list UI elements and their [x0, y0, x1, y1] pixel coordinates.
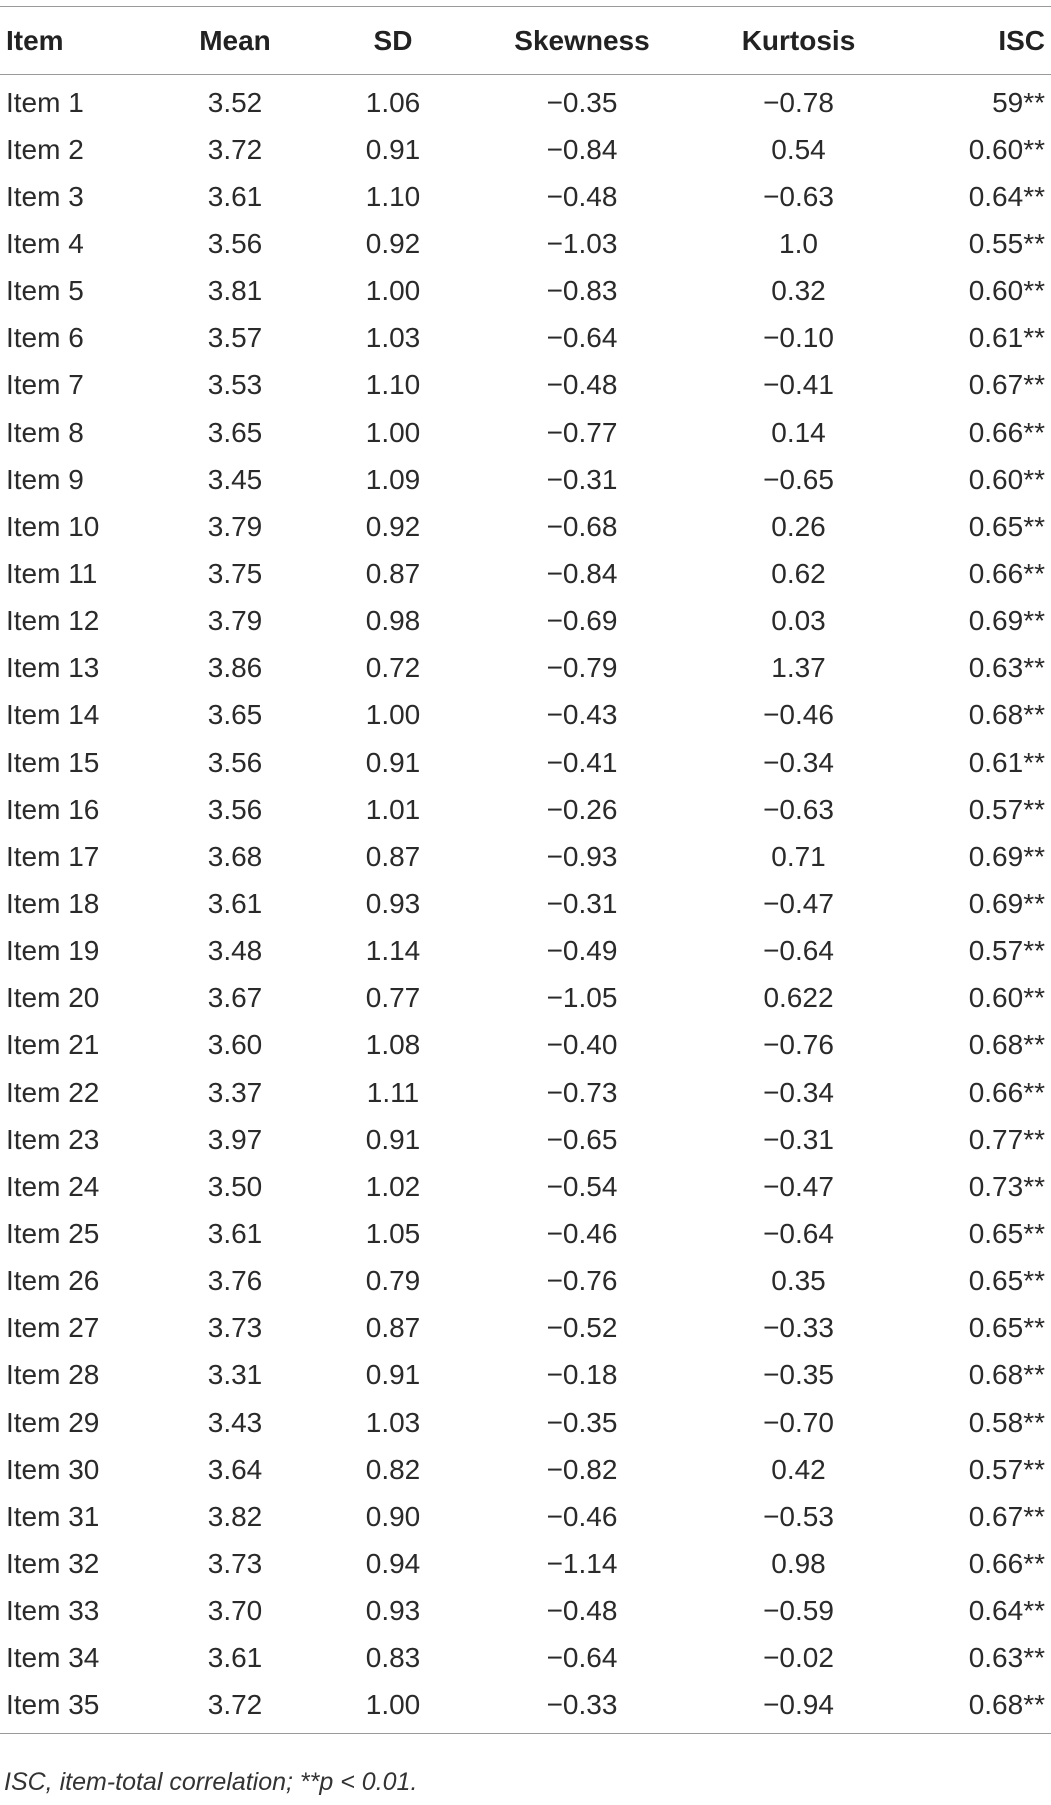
cell-skewness: −0.31 — [546, 887, 618, 919]
cell-isc: 0.57** — [968, 793, 1045, 825]
cell-skewness: −0.41 — [546, 746, 618, 778]
table-row — [0, 786, 1051, 833]
cell-sd: 1.03 — [365, 322, 421, 354]
cell-isc: 0.64** — [968, 180, 1045, 212]
cell-kurtosis: −0.41 — [763, 369, 834, 401]
cell-mean: 3.60 — [207, 1029, 263, 1061]
cell-item: Item 17 — [6, 840, 100, 872]
header-row — [0, 7, 1051, 75]
cell-sd: 0.93 — [365, 1595, 421, 1627]
cell-kurtosis: 1.0 — [779, 227, 818, 259]
cell-kurtosis: −0.63 — [763, 180, 834, 212]
cell-kurtosis: −0.64 — [763, 935, 834, 967]
cell-item: Item 26 — [6, 1265, 100, 1297]
cell-kurtosis: 0.62 — [771, 557, 826, 589]
table-row — [0, 1352, 1051, 1399]
table-row — [0, 1258, 1051, 1305]
cell-item: Item 7 — [6, 369, 84, 401]
cell-skewness: −0.54 — [546, 1170, 618, 1202]
header-skewness: Skewness — [514, 24, 650, 56]
cell-sd: 0.79 — [365, 1265, 421, 1297]
cell-isc: 0.69** — [968, 840, 1045, 872]
cell-mean: 3.97 — [207, 1123, 263, 1155]
cell-skewness: −1.14 — [546, 1547, 618, 1579]
cell-mean: 3.72 — [156, 1682, 314, 1734]
table-row — [0, 409, 1051, 456]
cell-skewness: −0.84 — [546, 133, 618, 165]
cell-mean: 3.61 — [207, 887, 263, 919]
table-row — [0, 173, 1051, 220]
cell-skewness: −1.03 — [546, 227, 618, 259]
cell-isc: 0.66** — [968, 557, 1045, 589]
cell-item: Item 5 — [6, 275, 84, 307]
table-row — [0, 1163, 1051, 1210]
cell-mean: 3.50 — [207, 1170, 263, 1202]
table-header — [0, 7, 1051, 75]
cell-kurtosis: −0.34 — [763, 1076, 834, 1108]
cell-item: Item 33 — [6, 1595, 100, 1627]
cell-skewness: −0.76 — [546, 1265, 618, 1297]
cell-kurtosis: −0.70 — [763, 1406, 834, 1438]
cell-kurtosis: −0.33 — [763, 1312, 834, 1344]
cell-sd: 0.92 — [365, 510, 421, 542]
cell-isc: 0.60** — [968, 463, 1045, 495]
cell-item: Item 27 — [6, 1312, 100, 1344]
cell-sd: 1.01 — [365, 793, 421, 825]
cell-isc: 0.63** — [968, 652, 1045, 684]
table-row — [0, 645, 1051, 692]
table-row — [0, 928, 1051, 975]
cell-kurtosis: −0.47 — [763, 887, 834, 919]
header-mean: Mean — [199, 24, 271, 56]
cell-item: Item 32 — [6, 1547, 100, 1579]
cell-sd: 1.00 — [314, 1682, 472, 1734]
cell-skewness: −0.26 — [546, 793, 618, 825]
cell-isc: 0.68** — [968, 1359, 1045, 1391]
cell-mean: 3.64 — [207, 1453, 263, 1485]
cell-item: Item 4 — [6, 227, 84, 259]
cell-kurtosis: 0.14 — [771, 416, 826, 448]
cell-skewness: −0.48 — [546, 180, 618, 212]
cell-sd: 0.83 — [365, 1642, 421, 1674]
cell-item: Item 21 — [6, 1029, 100, 1061]
cell-isc: 0.67** — [968, 369, 1045, 401]
cell-skewness: −0.84 — [546, 557, 618, 589]
cell-kurtosis: −0.47 — [763, 1170, 834, 1202]
cell-item: Item 3 — [6, 180, 84, 212]
cell-item: Item 29 — [6, 1406, 100, 1438]
cell-skewness: −0.33 — [472, 1682, 692, 1734]
cell-isc: 0.68** — [968, 699, 1045, 731]
cell-mean: 3.56 — [207, 793, 263, 825]
cell-skewness: −0.35 — [546, 1406, 618, 1438]
cell-mean: 3.65 — [207, 416, 263, 448]
cell-kurtosis: 0.26 — [771, 510, 826, 542]
cell-item: Item 24 — [6, 1170, 100, 1202]
cell-kurtosis: −0.53 — [763, 1500, 834, 1532]
cell-mean: 3.65 — [207, 699, 263, 731]
cell-isc: 59** — [992, 86, 1045, 118]
cell-skewness: −0.18 — [546, 1359, 618, 1391]
cell-isc: 0.61** — [968, 746, 1045, 778]
cell-sd: 0.91 — [365, 746, 421, 778]
table-row — [0, 362, 1051, 409]
cell-mean: 3.48 — [207, 935, 263, 967]
cell-isc: 0.57** — [968, 935, 1045, 967]
cell-isc: 0.60** — [968, 275, 1045, 307]
table-body — [0, 75, 1051, 1734]
table-row — [0, 880, 1051, 927]
cell-item: Item 14 — [6, 699, 100, 731]
header-sd: SD — [373, 24, 413, 56]
cell-sd: 1.10 — [365, 180, 421, 212]
cell-mean: 3.45 — [207, 463, 263, 495]
table-row — [0, 550, 1051, 597]
cell-isc: 0.65** — [968, 1217, 1045, 1249]
cell-skewness: −0.64 — [546, 322, 618, 354]
cell-item: Item 28 — [6, 1359, 100, 1391]
cell-kurtosis: −0.10 — [763, 322, 834, 354]
table-row — [0, 1446, 1051, 1493]
cell-item: Item 9 — [6, 463, 84, 495]
cell-sd: 1.10 — [365, 369, 421, 401]
table-footnote: ISC, item-total correlation; **p < 0.01. — [4, 1768, 418, 1796]
cell-skewness: −0.69 — [546, 605, 618, 637]
cell-mean: 3.86 — [207, 652, 263, 684]
cell-item: Item 6 — [6, 322, 84, 354]
cell-mean: 3.76 — [207, 1265, 263, 1297]
cell-skewness: −0.43 — [546, 699, 618, 731]
cell-mean: 3.79 — [207, 510, 263, 542]
table-container — [0, 6, 1045, 1734]
cell-kurtosis: 0.03 — [771, 605, 826, 637]
cell-item: Item 15 — [6, 746, 100, 778]
cell-kurtosis: 1.37 — [771, 652, 826, 684]
cell-item: Item 11 — [6, 557, 98, 589]
cell-kurtosis: 0.35 — [771, 1265, 826, 1297]
cell-mean: 3.56 — [207, 746, 263, 778]
table-row — [0, 1069, 1051, 1116]
cell-skewness: −0.31 — [546, 463, 618, 495]
table-row — [0, 1588, 1051, 1635]
cell-kurtosis: −0.65 — [763, 463, 834, 495]
cell-isc: 0.58** — [968, 1406, 1045, 1438]
cell-sd: 1.11 — [366, 1076, 420, 1108]
cell-sd: 0.94 — [365, 1547, 421, 1579]
cell-item: Item 35 — [0, 1682, 156, 1734]
cell-kurtosis: −0.46 — [763, 699, 834, 731]
cell-sd: 0.92 — [365, 227, 421, 259]
cell-skewness: −0.48 — [546, 369, 618, 401]
cell-skewness: −0.64 — [546, 1642, 618, 1674]
cell-isc: 0.63** — [968, 1642, 1045, 1674]
header-kurtosis: Kurtosis — [741, 24, 856, 56]
cell-sd: 0.93 — [365, 887, 421, 919]
cell-kurtosis: 0.32 — [771, 275, 826, 307]
cell-item: Item 25 — [6, 1217, 100, 1249]
cell-kurtosis: −0.59 — [763, 1595, 834, 1627]
cell-mean: 3.57 — [207, 322, 263, 354]
cell-skewness: −1.05 — [546, 982, 618, 1014]
cell-mean: 3.53 — [207, 369, 263, 401]
cell-skewness: −0.49 — [546, 935, 618, 967]
cell-kurtosis: 0.622 — [763, 982, 834, 1014]
cell-isc: 0.73** — [968, 1170, 1045, 1202]
cell-mean: 3.81 — [207, 275, 263, 307]
cell-sd: 1.00 — [365, 699, 421, 731]
cell-sd: 1.08 — [365, 1029, 421, 1061]
cell-skewness: −0.77 — [546, 416, 618, 448]
cell-mean: 3.56 — [207, 227, 263, 259]
table-row — [0, 1540, 1051, 1587]
cell-skewness: −0.68 — [546, 510, 618, 542]
cell-skewness: −0.83 — [546, 275, 618, 307]
cell-mean: 3.73 — [207, 1312, 263, 1344]
header-isc: ISC — [998, 24, 1045, 56]
table-row — [0, 503, 1051, 550]
cell-kurtosis: 0.42 — [771, 1453, 826, 1485]
table-row — [0, 1022, 1051, 1069]
cell-skewness: −0.52 — [546, 1312, 618, 1344]
table-row — [0, 1210, 1051, 1257]
cell-mean: 3.61 — [207, 1217, 263, 1249]
cell-mean: 3.61 — [207, 180, 263, 212]
cell-sd: 0.87 — [365, 557, 421, 589]
cell-kurtosis: −0.31 — [763, 1123, 834, 1155]
cell-isc: 0.66** — [968, 1076, 1045, 1108]
cell-sd: 0.91 — [365, 1123, 421, 1155]
cell-mean: 3.52 — [207, 86, 263, 118]
table-row — [0, 1305, 1051, 1352]
cell-mean: 3.67 — [207, 982, 263, 1014]
cell-sd: 0.91 — [365, 133, 421, 165]
table-row — [0, 1116, 1051, 1163]
table-row — [0, 975, 1051, 1022]
table-row — [0, 833, 1051, 880]
cell-item: Item 34 — [6, 1642, 100, 1674]
cell-sd: 0.98 — [365, 605, 421, 637]
cell-sd: 0.87 — [365, 840, 421, 872]
table-row — [0, 456, 1051, 503]
cell-item: Item 1 — [6, 86, 84, 118]
cell-kurtosis: −0.34 — [763, 746, 834, 778]
cell-sd: 1.00 — [365, 416, 421, 448]
table-row — [0, 126, 1051, 173]
cell-skewness: −0.79 — [546, 652, 618, 684]
table-row — [0, 1682, 1051, 1734]
cell-mean: 3.37 — [207, 1076, 263, 1108]
table-row — [0, 1399, 1051, 1446]
cell-isc: 0.66** — [968, 416, 1045, 448]
table-row — [0, 692, 1051, 739]
cell-mean: 3.75 — [207, 557, 263, 589]
cell-isc: 0.60** — [968, 982, 1045, 1014]
table-row — [0, 598, 1051, 645]
cell-item: Item 22 — [6, 1076, 100, 1108]
cell-kurtosis: −0.64 — [763, 1217, 834, 1249]
cell-mean: 3.82 — [207, 1500, 263, 1532]
cell-isc: 0.68** — [905, 1682, 1051, 1734]
cell-item: Item 19 — [6, 935, 100, 967]
cell-isc: 0.66** — [968, 1547, 1045, 1579]
header-item: Item — [6, 24, 64, 56]
cell-kurtosis: −0.76 — [763, 1029, 834, 1061]
cell-item: Item 18 — [6, 887, 100, 919]
cell-mean: 3.43 — [207, 1406, 263, 1438]
cell-skewness: −0.48 — [546, 1595, 618, 1627]
cell-kurtosis: 0.98 — [771, 1547, 826, 1579]
cell-sd: 0.82 — [365, 1453, 421, 1485]
cell-skewness: −0.46 — [546, 1217, 618, 1249]
cell-kurtosis: −0.35 — [763, 1359, 834, 1391]
table-row — [0, 75, 1051, 127]
cell-item: Item 12 — [6, 605, 100, 637]
cell-skewness: −0.82 — [546, 1453, 618, 1485]
table-row — [0, 220, 1051, 267]
cell-sd: 0.77 — [365, 982, 421, 1014]
cell-sd: 1.00 — [365, 275, 421, 307]
cell-isc: 0.68** — [968, 1029, 1045, 1061]
cell-item: Item 2 — [6, 133, 84, 165]
cell-item: Item 8 — [6, 416, 84, 448]
cell-mean: 3.79 — [207, 605, 263, 637]
cell-isc: 0.65** — [968, 1312, 1045, 1344]
cell-kurtosis: −0.02 — [763, 1642, 834, 1674]
cell-item: Item 20 — [6, 982, 100, 1014]
cell-skewness: −0.65 — [546, 1123, 618, 1155]
cell-item: Item 16 — [6, 793, 100, 825]
cell-item: Item 10 — [6, 510, 100, 542]
cell-sd: 1.02 — [365, 1170, 421, 1202]
cell-sd: 0.91 — [365, 1359, 421, 1391]
cell-isc: 0.69** — [968, 887, 1045, 919]
cell-kurtosis: 0.54 — [771, 133, 826, 165]
cell-skewness: −0.93 — [546, 840, 618, 872]
cell-mean: 3.31 — [207, 1359, 263, 1391]
cell-mean: 3.72 — [207, 133, 263, 165]
cell-sd: 0.72 — [365, 652, 421, 684]
table-row — [0, 268, 1051, 315]
cell-kurtosis: −0.78 — [763, 86, 834, 118]
cell-item: Item 31 — [6, 1500, 100, 1532]
cell-isc: 0.64** — [968, 1595, 1045, 1627]
cell-sd: 1.05 — [365, 1217, 421, 1249]
cell-isc: 0.57** — [968, 1453, 1045, 1485]
cell-mean: 3.73 — [207, 1547, 263, 1579]
cell-item: Item 23 — [6, 1123, 100, 1155]
table-row — [0, 315, 1051, 362]
cell-isc: 0.65** — [968, 510, 1045, 542]
cell-sd: 1.03 — [365, 1406, 421, 1438]
cell-kurtosis: −0.94 — [692, 1682, 905, 1734]
cell-sd: 0.90 — [365, 1500, 421, 1532]
cell-item: Item 30 — [6, 1453, 100, 1485]
cell-skewness: −0.40 — [546, 1029, 618, 1061]
item-statistics-table — [0, 6, 1051, 1734]
cell-sd: 1.14 — [365, 935, 421, 967]
cell-mean: 3.68 — [207, 840, 263, 872]
cell-sd: 0.87 — [365, 1312, 421, 1344]
cell-isc: 0.69** — [968, 605, 1045, 637]
cell-mean: 3.61 — [207, 1642, 263, 1674]
cell-sd: 1.06 — [365, 86, 421, 118]
cell-sd: 1.09 — [365, 463, 421, 495]
cell-isc: 0.61** — [968, 322, 1045, 354]
cell-skewness: −0.46 — [546, 1500, 618, 1532]
cell-isc: 0.60** — [968, 133, 1045, 165]
cell-skewness: −0.35 — [546, 86, 618, 118]
table-row — [0, 739, 1051, 786]
cell-kurtosis: −0.63 — [763, 793, 834, 825]
cell-item: Item 13 — [6, 652, 100, 684]
cell-isc: 0.55** — [968, 227, 1045, 259]
table-row — [0, 1493, 1051, 1540]
cell-isc: 0.77** — [968, 1123, 1045, 1155]
cell-isc: 0.67** — [968, 1500, 1045, 1532]
table-row — [0, 1635, 1051, 1682]
cell-kurtosis: 0.71 — [771, 840, 826, 872]
cell-mean: 3.70 — [207, 1595, 263, 1627]
cell-skewness: −0.73 — [546, 1076, 618, 1108]
cell-isc: 0.65** — [968, 1265, 1045, 1297]
